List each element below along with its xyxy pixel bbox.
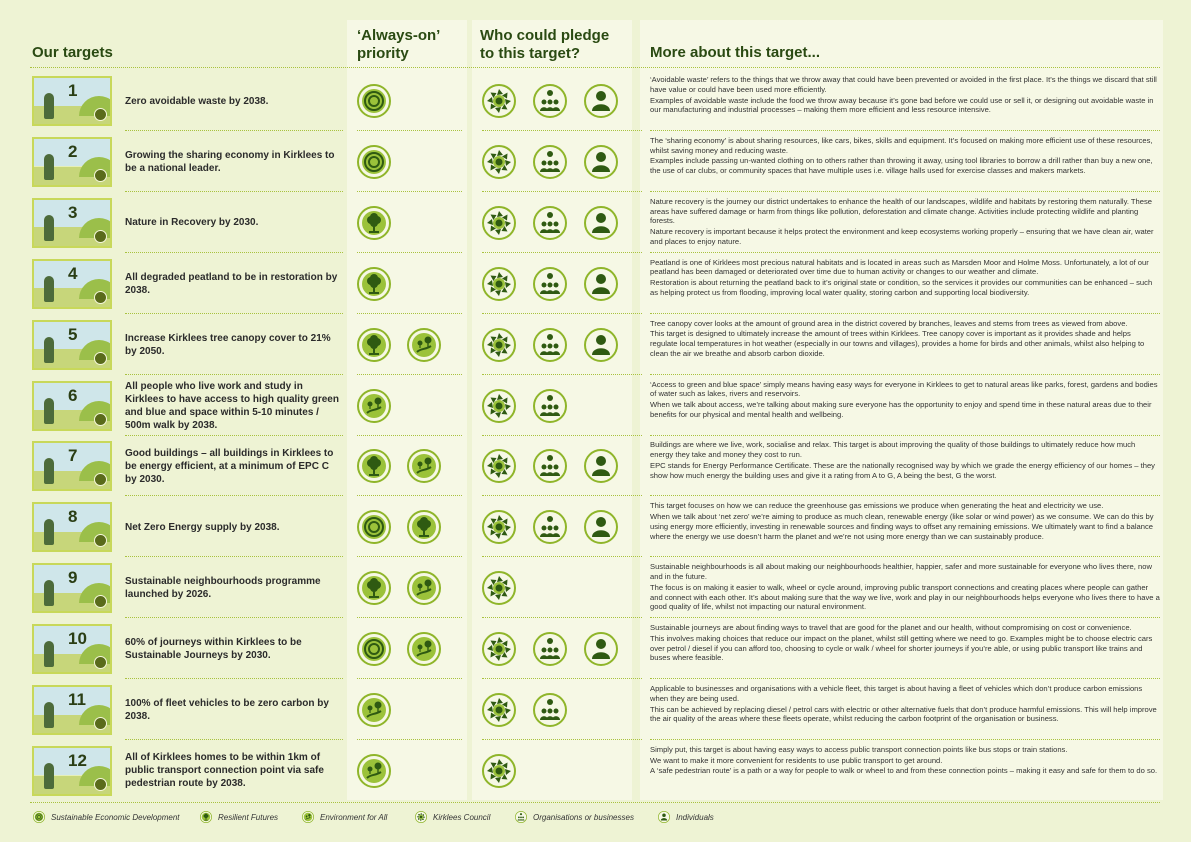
environment-priority-icon xyxy=(407,328,441,362)
target-label: Zero avoidable waste by 2038. xyxy=(125,95,269,107)
council-pledge-icon xyxy=(482,632,516,666)
description-paragraph: This target focuses on how we can reduce the greenhouse gas emissions we produce when generating the heat and electricity we use. xyxy=(650,501,1104,511)
description-paragraph: Examples of avoidable waste include the food we throw away because it’s gone bad before we could use or sell it, or designing out avoidable waste in our manufacturing and industrial processes – making them more efficient and less resource intensive. xyxy=(650,95,1154,115)
row-divider xyxy=(482,191,642,192)
row-divider xyxy=(357,191,462,192)
row-divider xyxy=(357,130,462,131)
legend-item-individuals xyxy=(658,810,714,824)
legend-item-council xyxy=(415,810,490,824)
target-illustration xyxy=(32,502,112,552)
legend-item-resilient xyxy=(200,810,278,824)
description-paragraph: The ‘sharing economy’ is about sharing resources, like cars, bikes, skills and equipment. It’s focused on making more efficient use of these resources, whilst saving money and reducing waste. xyxy=(650,135,1153,155)
legend-item-organisations xyxy=(515,810,634,824)
target-row xyxy=(30,620,1160,678)
description-paragraph: Applicable to businesses and organisations with a vehicle fleet, this target is about having a fleet of vehicles which don’t produce carbon emissions when they are being used. xyxy=(650,684,1143,703)
row-divider xyxy=(650,495,1160,496)
house-badge-icon xyxy=(94,291,107,304)
target-illustration xyxy=(32,320,112,370)
council-pledge-icon xyxy=(482,206,516,240)
target-row xyxy=(30,377,1160,435)
target-text xyxy=(125,742,340,800)
targets-header: Our targets xyxy=(32,44,113,61)
description-paragraph: When we talk about ‘net zero’ we’re aiming to produce as much clean, renewable energy (like solar or wind power) as we consume. We can do this by using energy more efficiently, investing in renewable sources and finding ways to offset any remaining emissions. We ultimately want to find a balance where the energy we use doesn’t harm the planet and we’re not using more energy than we can sustainably produce. xyxy=(650,512,1154,541)
more-header: More about this target... xyxy=(650,44,821,61)
council-pledge-icon xyxy=(482,267,516,301)
description-paragraph: We want to make it more convenient for residents to use public transport to get around. xyxy=(650,755,943,765)
row-divider xyxy=(650,617,1160,618)
council-pledge-icon xyxy=(482,754,516,788)
organisations-pledge-icon xyxy=(533,84,567,118)
target-illustration xyxy=(32,259,112,309)
target-row xyxy=(30,255,1160,313)
environment-priority-icon xyxy=(407,571,441,605)
row-divider xyxy=(125,374,343,375)
individuals-pledge-icon xyxy=(584,328,618,362)
target-number: 7 xyxy=(68,446,78,466)
target-illustration xyxy=(32,137,112,187)
target-description xyxy=(650,319,1160,360)
economic-priority-icon xyxy=(357,84,391,118)
resilient-priority-icon xyxy=(357,206,391,240)
target-number: 8 xyxy=(68,507,78,527)
description-paragraph: Sustainable journeys are about finding ways to travel that are good for the planet and our health, without compromising on cost or convenience. xyxy=(650,623,1132,633)
row-divider xyxy=(125,739,343,740)
description-paragraph: This target is designed to ultimately increase the amount of trees within Kirklees. Tree canopy cover is important as it provides shade and helps regulate local temperatures in hot weather (especially in our towns and villages), provides a home for birds and other animals, whilst also helping to clean the air we breathe and absorb carbon dioxide. xyxy=(650,329,1145,358)
description-paragraph: EPC stands for Energy Performance Certificate. These are the nationally recognised way by which we grade the energy efficiency of our homes – they show how much energy the building uses and give it a rating from A to G, A being the best, G the worst. xyxy=(650,460,1155,480)
legend-label: Kirklees Council xyxy=(433,812,491,822)
target-illustration xyxy=(32,381,112,431)
row-divider xyxy=(357,313,462,314)
target-text xyxy=(125,620,340,678)
environment-legend-icon xyxy=(302,811,320,823)
legend-item-economic xyxy=(33,810,180,824)
organisations-pledge-icon xyxy=(533,206,567,240)
description-paragraph: Nature recovery is the journey our district undertakes to enhance the health of our landscapes, wildlife and habitats by restoring them naturally. These areas have suffered damage or harm from things like pollution, deforestation and climate change. Activities include protecting wildlife and planting forests. xyxy=(650,196,1153,226)
economic-priority-icon xyxy=(357,510,391,544)
target-description xyxy=(650,623,1160,664)
description-paragraph: This involves making choices that reduce our impact on the planet, whilst still getting where we need to go. Examples might be to choose electric cars over petrol / diesel if you can afford too, choosing to cycle or walk / wheel for shorter journeys if you’re able, or using public transport like trains and buses where feasible. xyxy=(650,633,1153,663)
council-pledge-icon xyxy=(482,389,516,423)
target-text xyxy=(125,194,340,252)
target-text xyxy=(125,559,340,617)
description-paragraph: ‘Avoidable waste’ refers to the things that we throw away that could have been prevented or avoided in the first place. It’s the things we discard that still have value or could have been used more efficiently. xyxy=(650,75,1157,94)
individuals-pledge-icon xyxy=(584,145,618,179)
row-divider xyxy=(357,252,462,253)
organisations-pledge-icon xyxy=(533,267,567,301)
target-number: 1 xyxy=(68,81,78,100)
row-divider xyxy=(482,556,642,557)
row-divider xyxy=(125,252,343,253)
organisations-pledge-icon xyxy=(533,510,567,544)
row-divider xyxy=(357,739,462,740)
target-illustration xyxy=(32,76,112,126)
legend-label: Individuals xyxy=(676,812,714,822)
individuals-pledge-icon xyxy=(584,267,618,301)
target-illustration xyxy=(32,441,112,491)
target-label: Net Zero Energy supply by 2038. xyxy=(125,521,280,533)
description-paragraph: Restoration is about returning the peatland back to it’s original state or condition, so the services it provides our communities can be enhanced – such as helping protect us from flooding, improving local water quality, storing carbon and supporting local biodiversity. xyxy=(650,278,1153,298)
house-badge-icon xyxy=(94,656,107,669)
row-divider xyxy=(650,130,1160,131)
target-number: 3 xyxy=(68,202,78,222)
council-pledge-icon xyxy=(482,84,516,118)
description-paragraph: Examples include passing un-wanted clothing on to others rather than throwing it away, using tool libraries to borrow a drill rather than buy a new one, the use of car clubs, or community spaces that have multiple uses i.e. village halls used for exercise classes and makers markets. xyxy=(650,156,1153,176)
target-label: All degraded peatland to be in restoration by 2038. xyxy=(125,271,338,296)
row-divider xyxy=(650,739,1160,740)
target-row xyxy=(30,559,1160,617)
resilient-priority-icon xyxy=(357,267,391,301)
target-illustration xyxy=(32,198,112,248)
row-divider xyxy=(125,435,343,436)
target-description xyxy=(650,501,1160,542)
row-divider xyxy=(650,556,1160,557)
description-paragraph: Tree canopy cover looks at the amount of ground area in the district covered by branches, leaves and stems from trees as viewed from above. xyxy=(650,318,1128,328)
target-number: 10 xyxy=(68,629,87,649)
description-paragraph: This can be achieved by replacing diesel / petrol cars with electric or other alternative fuels that don’t produce harmful emissions. This will help improve the air quality of the areas where these fleets operate, whilst reducing the carbon footprint of the organisation or business. xyxy=(650,704,1157,724)
description-paragraph: When we talk about access, we’re talking about making sure everyone has the opportunity to enjoy and spend time in these natural areas due to their benefits for our physical and mental health and wellbeing. xyxy=(650,400,1152,419)
always-on-header: ‘Always-on’ priority xyxy=(357,27,441,62)
row-divider xyxy=(482,313,642,314)
organisations-legend-icon xyxy=(515,811,533,823)
economic-priority-icon xyxy=(357,145,391,179)
target-illustration xyxy=(32,624,112,674)
row-divider xyxy=(357,617,462,618)
house-badge-icon xyxy=(94,230,107,243)
row-divider xyxy=(125,495,343,496)
target-number: 9 xyxy=(68,568,78,588)
target-text xyxy=(125,437,340,495)
row-divider xyxy=(650,191,1160,192)
row-divider xyxy=(482,130,642,131)
target-number: 12 xyxy=(68,750,87,770)
target-illustration xyxy=(32,685,112,735)
row-divider xyxy=(125,556,343,557)
environment-priority-icon xyxy=(357,754,391,788)
target-description xyxy=(650,440,1160,481)
target-text xyxy=(125,316,340,374)
target-row xyxy=(30,316,1160,374)
resilient-legend-icon xyxy=(200,811,218,823)
row-divider xyxy=(125,617,343,618)
description-paragraph: Nature recovery is important because it helps protect the environment and keep ecosystems working properly – ensuring that we have clean air, water and places to enjoy nature. xyxy=(650,227,1154,246)
council-pledge-icon xyxy=(482,449,516,483)
target-number: 6 xyxy=(68,385,78,405)
pledge-header: Who could pledge to this target? xyxy=(480,27,610,62)
target-row xyxy=(30,498,1160,556)
target-row xyxy=(30,742,1160,800)
house-badge-icon xyxy=(94,108,107,121)
target-description xyxy=(650,258,1160,299)
target-row xyxy=(30,437,1160,495)
individuals-legend-icon xyxy=(658,811,676,823)
house-badge-icon xyxy=(94,352,107,365)
row-divider xyxy=(125,313,343,314)
individuals-pledge-icon xyxy=(584,510,618,544)
organisations-pledge-icon xyxy=(533,328,567,362)
row-divider xyxy=(482,739,642,740)
council-pledge-icon xyxy=(482,145,516,179)
council-pledge-icon xyxy=(482,571,516,605)
target-description xyxy=(650,136,1160,177)
target-description xyxy=(650,562,1160,613)
row-divider xyxy=(650,374,1160,375)
target-row xyxy=(30,133,1160,191)
row-divider xyxy=(482,252,642,253)
resilient-priority-icon xyxy=(357,449,391,483)
row-divider xyxy=(482,617,642,618)
council-pledge-icon xyxy=(482,693,516,727)
legend-label: Sustainable Economic Development xyxy=(51,812,180,822)
description-paragraph: Buildings are where we live, work, socialise and relax. This target is about improving the quality of those buildings to ultimately reduce how much energy they take and money they cost to run. xyxy=(650,440,1136,460)
target-label: All people who live work and study in Kirklees to have access to high quality green and blue and space within 5-10 minutes / 500m walk by 2038. xyxy=(125,380,339,431)
footer-divider xyxy=(30,802,1160,803)
description-paragraph: Simply put, this target is about having easy ways to access public transport connection points like bus stops or train stations. xyxy=(650,744,1068,754)
row-divider xyxy=(357,435,462,436)
organisations-pledge-icon xyxy=(533,145,567,179)
house-badge-icon xyxy=(94,413,107,426)
environment-priority-icon xyxy=(407,632,441,666)
environment-priority-icon xyxy=(407,449,441,483)
target-number: 4 xyxy=(68,263,78,283)
target-text xyxy=(125,498,340,556)
row-divider xyxy=(482,495,642,496)
target-label: All of Kirklees homes to be within 1km of public transport connection point via safe pedestrian route by 2038. xyxy=(125,752,324,790)
target-illustration xyxy=(32,563,112,613)
house-badge-icon xyxy=(94,717,107,730)
individuals-pledge-icon xyxy=(584,449,618,483)
council-legend-icon xyxy=(415,811,433,823)
legend-label: Resilient Futures xyxy=(218,812,279,822)
target-row xyxy=(30,681,1160,739)
target-description xyxy=(650,197,1160,248)
row-divider xyxy=(357,678,462,679)
target-illustration xyxy=(32,746,112,796)
target-text xyxy=(125,255,340,313)
row-divider xyxy=(357,374,462,375)
target-number: 5 xyxy=(68,324,78,344)
row-divider xyxy=(357,556,462,557)
description-paragraph: A ‘safe pedestrian route’ is a path or a way for people to walk or wheel to and from these connection points – making it easy and safe for them to do so. xyxy=(650,766,1158,776)
target-label: 60% of journeys within Kirklees to be Sustainable Journeys by 2030. xyxy=(125,637,302,662)
resilient-priority-icon xyxy=(357,571,391,605)
row-divider xyxy=(650,313,1160,314)
house-badge-icon xyxy=(94,778,107,791)
row-divider xyxy=(650,252,1160,253)
house-badge-icon xyxy=(94,169,107,182)
description-paragraph: The focus is on making it easier to walk, wheel or cycle around, improving public transport connections and creating places where people can gather and connect with each other. It’s about making sure that the way we live, work and play in our neighbourhoods helps everyone who lives there to have a good quality of life, whilst not impacting our natural environment. xyxy=(650,582,1160,612)
description-paragraph: ‘Access to green and blue space’ simply means having easy ways for everyone in Kirklees to get to natural areas like parks, forest, gardens and bodies of water such as lakes, rivers and reservoirs. xyxy=(650,379,1158,399)
organisations-pledge-icon xyxy=(533,449,567,483)
economic-priority-icon xyxy=(357,632,391,666)
target-number: 11 xyxy=(68,690,86,709)
target-text xyxy=(125,377,340,435)
target-description xyxy=(650,684,1160,725)
row-divider xyxy=(482,374,642,375)
organisations-pledge-icon xyxy=(533,632,567,666)
target-label: Sustainable neighbourhoods programme launched by 2026. xyxy=(125,576,321,601)
row-divider xyxy=(482,678,642,679)
resilient-priority-icon xyxy=(357,328,391,362)
row-divider xyxy=(650,678,1160,679)
row-divider xyxy=(125,678,343,679)
header-divider xyxy=(30,67,1160,68)
row-divider xyxy=(357,495,462,496)
target-row xyxy=(30,194,1160,252)
individuals-pledge-icon xyxy=(584,632,618,666)
organisations-pledge-icon xyxy=(533,693,567,727)
target-row xyxy=(30,72,1160,130)
target-text xyxy=(125,133,340,191)
resilient-priority-icon xyxy=(407,510,441,544)
row-divider xyxy=(125,191,343,192)
row-divider xyxy=(650,435,1160,436)
legend-label: Environment for All xyxy=(320,812,388,822)
target-label: Good buildings – all buildings in Kirklees to be energy efficient, at a minimum of EPC C by 2030. xyxy=(125,447,334,485)
environment-priority-icon xyxy=(357,389,391,423)
target-label: Growing the sharing economy in Kirklees to be a national leader. xyxy=(125,149,335,174)
description-paragraph: Peatland is one of Kirklees most precious natural habitats and is located in areas such as Marsden Moor and Holme Moss. Unfortunately, a lot of our peatland has been damaged or deteriorated over time due to human activity or changes to our weather and climate. xyxy=(650,257,1149,277)
target-text xyxy=(125,72,340,130)
economic-legend-icon xyxy=(33,811,51,823)
environment-priority-icon xyxy=(357,693,391,727)
target-text xyxy=(125,681,340,739)
legend-item-environment xyxy=(302,810,387,824)
row-divider xyxy=(482,435,642,436)
row-divider xyxy=(125,130,343,131)
council-pledge-icon xyxy=(482,510,516,544)
council-pledge-icon xyxy=(482,328,516,362)
target-label: Increase Kirklees tree canopy cover to 21% by 2050. xyxy=(125,332,331,357)
individuals-pledge-icon xyxy=(584,206,618,240)
individuals-pledge-icon xyxy=(584,84,618,118)
target-description xyxy=(650,75,1160,116)
target-description xyxy=(650,745,1160,777)
target-label: Nature in Recovery by 2030. xyxy=(125,217,259,229)
legend-label: Organisations or businesses xyxy=(533,812,634,822)
organisations-pledge-icon xyxy=(533,389,567,423)
target-label: 100% of fleet vehicles to be zero carbon by 2038. xyxy=(125,698,329,722)
description-paragraph: Sustainable neighbourhoods is all about making our neighbourhoods healthier, happier, safer and more sustainable for everyone who lives there, now and in the future. xyxy=(650,562,1152,581)
target-description xyxy=(650,380,1160,421)
target-number: 2 xyxy=(68,141,78,161)
